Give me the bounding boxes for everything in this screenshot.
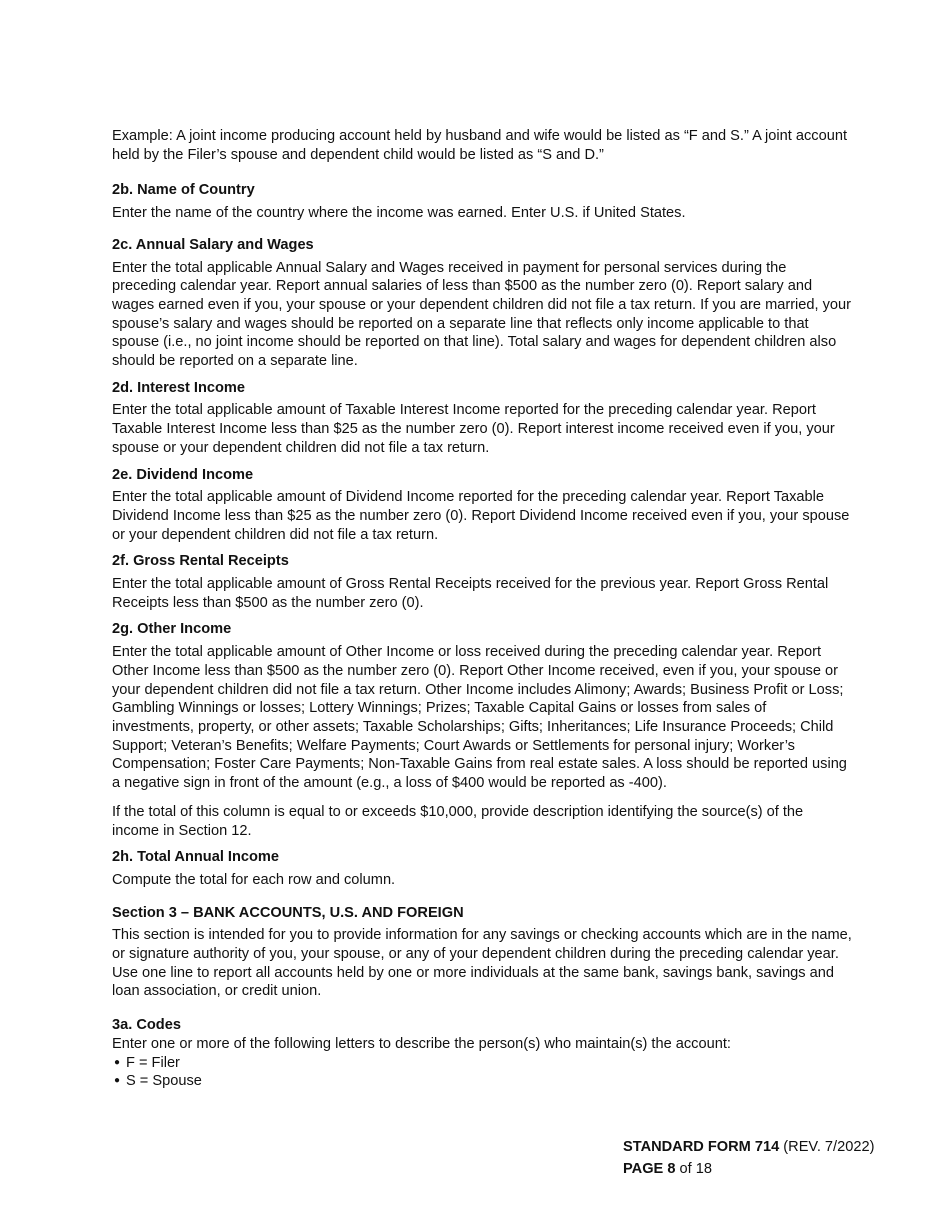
section-heading: 3a. Codes bbox=[112, 1017, 181, 1034]
section-2g bbox=[112, 620, 852, 840]
section-heading: 2g. Other Income bbox=[112, 621, 232, 638]
page-number bbox=[623, 1158, 874, 1180]
list-item: ● S = Spouse bbox=[112, 1072, 852, 1091]
form-name: STANDARD FORM 714 bbox=[623, 1139, 780, 1155]
section-body: Enter the name of the country where the income was earned. Enter U.S. if United States. bbox=[112, 205, 686, 222]
section-2h bbox=[112, 848, 852, 889]
section-2e bbox=[112, 466, 852, 545]
section-3 bbox=[112, 904, 852, 1002]
section-2c bbox=[112, 236, 852, 371]
section-heading: 2d. Interest Income bbox=[112, 379, 246, 396]
section-body: Compute the total for each row and column. bbox=[112, 871, 396, 888]
section-heading: 2b. Name of Country bbox=[112, 182, 255, 199]
form-identifier bbox=[623, 1136, 874, 1158]
section-body: Enter one or more of the following letters to describe the person(s) who maintain(s) the account: bbox=[112, 1035, 731, 1052]
section-heading: 2e. Dividend Income bbox=[112, 466, 254, 483]
page-footer bbox=[623, 1136, 874, 1180]
page-label: PAGE 8 bbox=[623, 1161, 676, 1177]
section-body: Enter the total applicable Annual Salary and Wages received in payment for personal services during the preceding calendar year. Report annual salaries of less than $500 as the number zero (0). Report salary and wages earned even if you, your spouse or your dependent children did not file a tax return. If you are married, your spouse’s salary and wages should be reported on a separate line that reflects only income applicable to that spouse (i.e., no joint income should be reported on that line). Total salary and wages for dependent children also should be reported on a separate line. bbox=[112, 259, 852, 370]
section-body: Enter the total applicable amount of Other Income or loss received during the preceding calendar year. Report Other Income less than $500 as the number zero (0). Report Other Income received, even if you, your spouse or your dependent children did not file a tax return. Other Income includes Alimony; Awards; Business Profit or Loss; Gambling Winnings or losses; Lottery Winnings; Prizes; Taxable Capital Gains or losses from sales of investments, property, or other assets; Taxable Scholarships; Gifts; Inheritances; Life Insurance Proceeds; Child Support; Veteran’s Benefits; Welfare Payments; Court Awards or Settlements for personal injury; Worker’s Compensation; Foster Care Payments; Non-Taxable Gains from real estate sales. A loss should be reported using a negative sign in front of the amount (e.g., a loss of $400 would be reported as -400). bbox=[112, 644, 847, 792]
page-of: of 18 bbox=[679, 1161, 712, 1177]
form-revision: (REV. 7/2022) bbox=[783, 1139, 875, 1155]
section-heading: Section 3 – BANK ACCOUNTS, U.S. AND FOREIGN bbox=[112, 904, 464, 921]
codes-list bbox=[112, 1054, 852, 1091]
section-body: Enter the total applicable amount of Taxable Interest Income reported for the preceding calendar year. Report Taxable Interest Income less than $25 as the number zero (0). Report interest income received even if you, your spouse or your dependent children did not file a tax return. bbox=[112, 402, 835, 456]
section-heading: 2f. Gross Rental Receipts bbox=[112, 553, 289, 570]
section-body: Enter the total applicable amount of Gross Rental Receipts received for the previous year. Report Gross Rental Receipts less than $500 as the number zero (0). bbox=[112, 576, 829, 611]
section-body: This section is intended for you to provide information for any savings or checking accounts which are in the name, or signature authority of you, your spouse, or any of your dependent children during the preceding calendar year. Use one line to report all accounts held by one or more individuals at the same bank, savings bank, savings and loan association, or credit union. bbox=[112, 927, 852, 1000]
section-body: Enter the total applicable amount of Dividend Income reported for the preceding calendar year. Report Taxable Dividend Income less than $25 as the number zero (0). Report Dividend Income received even if you, your spouse or your dependent children did not file a tax return. bbox=[112, 489, 850, 543]
section-2b bbox=[112, 181, 852, 222]
example-paragraph: Example: A joint income producing account held by husband and wife would be listed as “F and S.” A joint account held by the Filer’s spouse and dependent child would be listed as “S and D.” bbox=[112, 128, 848, 163]
section-body-note: If the total of this column is equal to or exceeds $10,000, provide description identifying the source(s) of the income in Section 12. bbox=[112, 803, 804, 839]
page-content bbox=[112, 127, 852, 1099]
section-2f bbox=[112, 552, 852, 612]
section-heading: 2h. Total Annual Income bbox=[112, 849, 280, 866]
section-3a bbox=[112, 1016, 852, 1091]
section-heading: 2c. Annual Salary and Wages bbox=[112, 236, 314, 253]
list-item: ● F = Filer bbox=[112, 1054, 852, 1073]
section-2d bbox=[112, 379, 852, 458]
